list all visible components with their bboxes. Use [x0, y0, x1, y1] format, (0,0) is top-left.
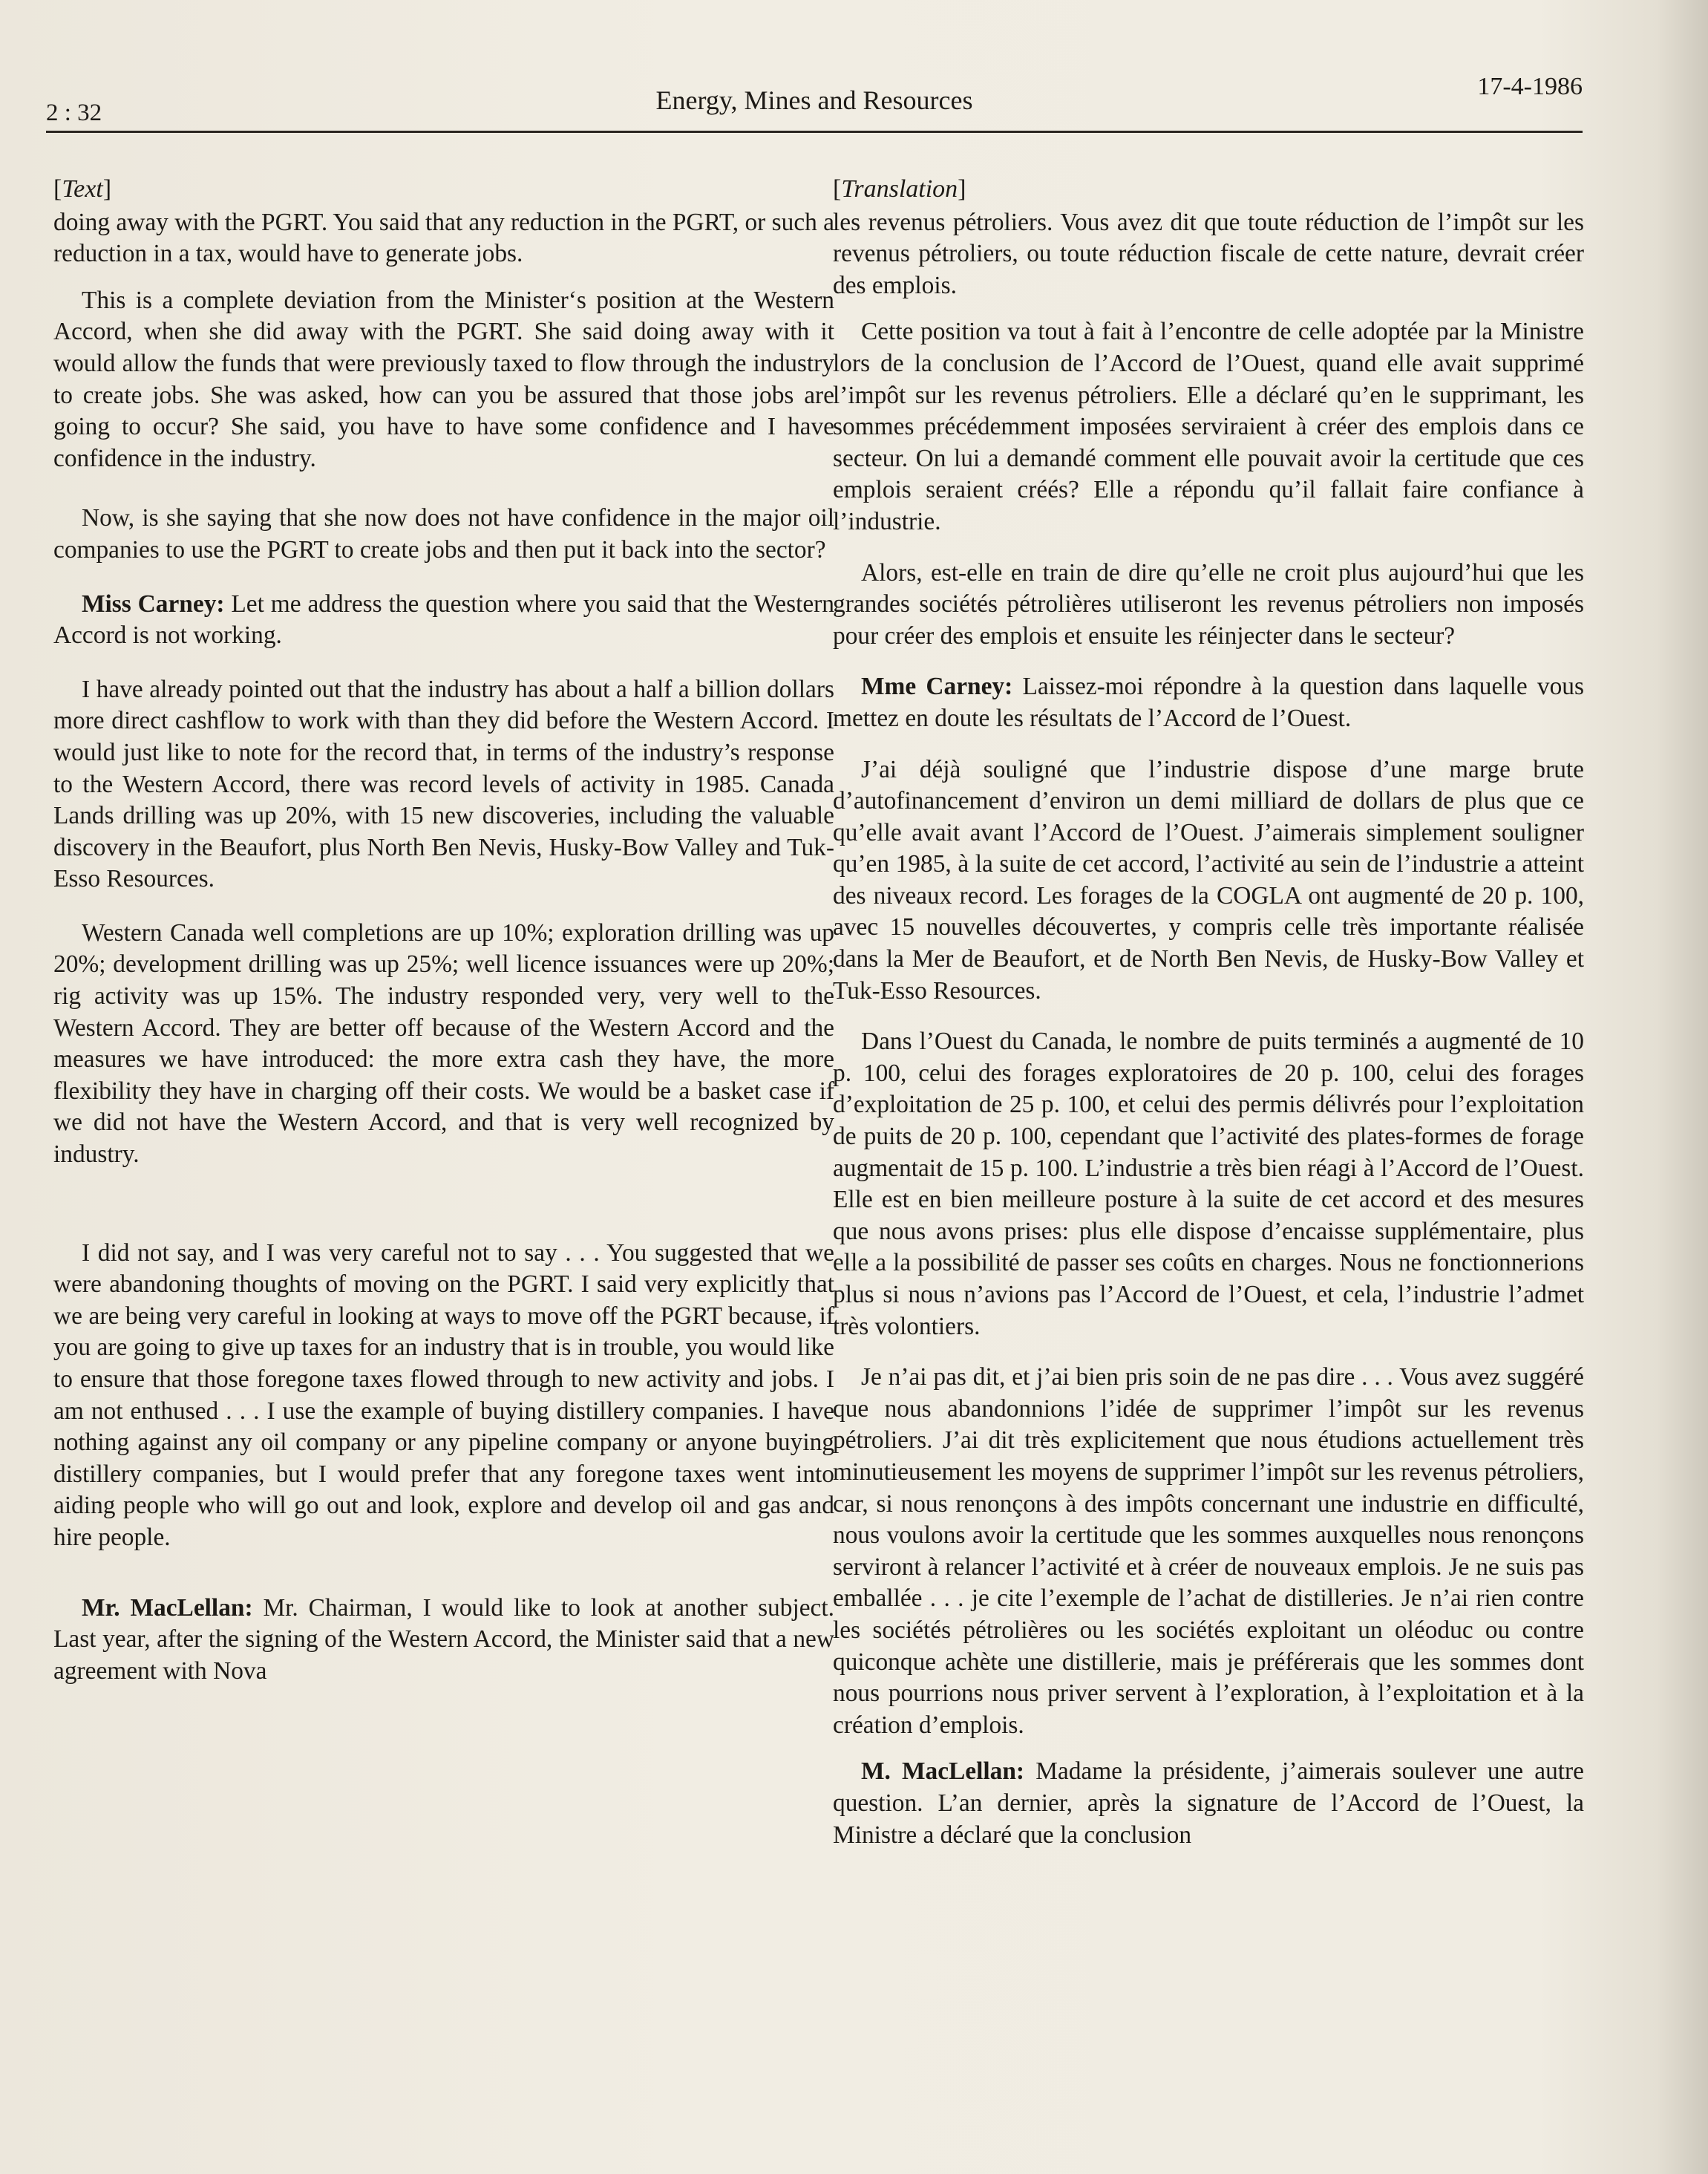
right-column-french — [833, 174, 1584, 1851]
speaker-name: M. MacLellan: — [861, 1757, 1025, 1786]
column-tag-translation: [Translation] — [833, 175, 966, 203]
paragraph: J’ai déjà souligné que l’industrie dispose d’une marge brute d’autofinancement d’environ un demi milliard de dollars de plus que ce qu’elle avait avant l’Accord de l’Ouest. J’aimerais simplement souligner qu’en 1985, à la suite de cet accord, l’activité au sein de l’industrie a atteint des niveaux record. Les forages de la COGLA ont augmenté de 20 p. 100, avec 15 nouvelles découvertes, y compris celle très importante réalisée dans la Mer de Beaufort, et de North Ben Nevis, de Husky-Bow Valley et Tuk-Esso Resources. — [833, 755, 1584, 1005]
page-title: Energy, Mines and Resources — [655, 85, 973, 115]
paragraph: Cette position va tout à fait à l’encontre de celle adoptée par la Ministre lors de la conclusion de l’Accord de l’Ouest, quand elle avait supprimé l’impôt sur les revenus pétroliers. Elle a déclaré qu’en le supprimant, les sommes précédemment imposées serviraient à créer des emplois dans ce secteur. On lui a demandé comment elle pouvait avoir la certitude que ces emplois seraient créés? Elle a répondu qu’il fallait faire confiance à l’industrie. — [833, 318, 1584, 535]
paragraph: Mr. MacLellan: Mr. Chairman, I would like to look at another subject. Last year, after the signing of the Western Accord, the Minister said that a new agreement with Nova — [53, 1593, 834, 1685]
paragraph: This is a complete deviation from the Minister‘s position at the Western Accord, when she did away with the PGRT. She said doing away with it would allow the funds that were previously taxed to flow through the industry to create jobs. She was asked, how can you be assured that those jobs are going to occur? She said, you have to have some confidence and I have confidence in the industry. — [53, 286, 834, 472]
speaker-name: Mr. MacLellan: — [82, 1593, 253, 1622]
paragraph: Mme Carney: Laissez-moi répondre à la question dans laquelle vous mettez en doute les résultats de l’Accord de l’Ouest. — [833, 673, 1584, 732]
page-number: 2 : 32 — [46, 99, 102, 126]
column-tag-text: [Text] — [53, 175, 112, 203]
paragraph: doing away with the PGRT. You said that any reduction in the PGRT, or such a reduction in a tax, would have to generate jobs. — [53, 208, 834, 268]
page-date: 17-4-1986 — [1477, 73, 1583, 100]
paragraph: Now, is she saying that she now does not have confidence in the major oil companies to use the PGRT to create jobs and then put it back into the sector? — [53, 504, 834, 564]
paragraph: I have already pointed out that the industry has about a half a billion dollars more direct cashflow to work with than they did before the Western Accord. I would just like to note for the record that, in terms of the industry’s response to the Western Accord, there was record levels of activity in 1985. Canada Lands drilling was up 20%, with 15 new discoveries, including the valuable discovery in the Beaufort, plus North Ben Nevis, Husky-Bow Valley and Tuk-Esso Resources. — [53, 675, 834, 893]
paragraph: Alors, est-elle en train de dire qu’elle ne croit plus aujourd’hui que les grandes sociétés pétrolières utiliseront les revenus pétroliers non imposés pour créer des emplois et ensuite les réinjecter dans le secteur? — [833, 558, 1584, 650]
page-header — [46, 65, 1583, 132]
speaker-name: Mme Carney: — [861, 673, 1013, 701]
paragraph: les revenus pétroliers. Vous avez dit que toute réduction de l’impôt sur les revenus pétroliers, ou toute réduction fiscale de cette nature, devrait créer des emplois. — [833, 208, 1584, 299]
left-column-english — [53, 174, 834, 1687]
paragraph: Dans l’Ouest du Canada, le nombre de puits terminés a augmenté de 10 p. 100, celui des forages exploratoires de 20 p. 100, celui des forages d’exploitation de 25 p. 100, et celui des permis délivrés pour l’exploitation de puits de 20 p. 100, cependant que l’activité des plates-formes de forage augmentait de 15 p. 100. L’industrie a très bien réagi à l’Accord de l’Ouest. Elle est en bien meilleure posture à la suite de cet accord et des mesures que nous avons prises: plus elle dispose d’encaisse supplémentaire, plus elle a la possibilité de passer ses coûts en charges. Nous ne fonctionnerions plus si nous n’avions pas l’Accord de l’Ouest, et cela, l’industrie l’admet très volontiers. — [833, 1028, 1584, 1340]
paragraph: Western Canada well completions are up 10%; exploration drilling was up 20%; development drilling was up 25%; well licence issuances were up 20%; rig activity was up 15%. The industry responded very, very well to the Western Accord. They are better off because of the Western Accord and the measures we have introduced: the more extra cash they have, the more flexibility they have in charging off their costs. We would be a basket case if we did not have the Western Accord, and that is very well recognized by industry. — [53, 918, 834, 1169]
paragraph: M. MacLellan: Madame la présidente, j’aimerais soulever une autre question. L’an dernier, après la signature de l’Accord de l’Ouest, la Ministre a déclaré que la conclusion — [833, 1757, 1584, 1849]
paragraph: I did not say, and I was very careful not to say . . . You suggested that we were abandoning thoughts of moving on the PGRT. I said very explicitly that we are being very careful in looking at ways to move off the PGRT because, if you are going to give up taxes for an industry that is in trouble, you would like to ensure that those foregone taxes flowed through to new activity and jobs. I am not enthused . . . I use the example of buying distillery companies. I have nothing against any oil company or any pipeline company or anyone buying distillery companies, but I would prefer that any foregone taxes went into aiding people who will go out and look, explore and develop oil and gas and hire people. — [53, 1238, 834, 1551]
paragraph: Je n’ai pas dit, et j’ai bien pris soin de ne pas dire . . . Vous avez suggéré que nous abandonnions l’idée de supprimer l’impôt sur les revenus pétroliers. J’ai dit très explicitement que nous étudions actuellement très minutieusement les moyens de supprimer l’impôt sur les revenus pétroliers, car, si nous renonçons à des impôts concernant une industrie en difficulté, nous voulons avoir la certitude que les sommes auxquelles nous renonçons serviront à relancer l’activité et à créer de nouveaux emplois. Je ne suis pas emballée . . . je cite l’exemple de l’achat de distilleries. Je n’ai rien contre les sociétés pétrolières ou les sociétés exploitant un oléoduc ou contre quiconque achète une distillerie, mais je préférerais que les sommes dont nous pourrions nous priver servent à l’exploration, à l’exploitation et à la création d’emplois. — [833, 1363, 1584, 1739]
speaker-name: Miss Carney: — [82, 590, 225, 618]
paragraph: Miss Carney: Let me address the question where you said that the Western Accord is not working. — [53, 590, 834, 650]
header-rule — [46, 131, 1583, 133]
